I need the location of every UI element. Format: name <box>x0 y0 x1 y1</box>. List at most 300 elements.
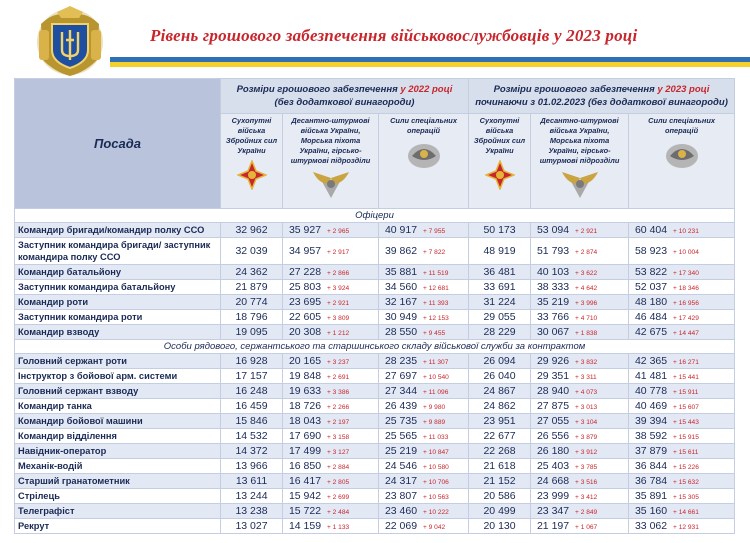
position-name: Механік-водій <box>15 459 221 474</box>
airassault-2022 <box>283 504 379 519</box>
sof-2022 <box>379 399 469 414</box>
special-operations-emblem-icon <box>406 140 442 170</box>
ground-2023-value: 36 481 <box>469 265 531 280</box>
airassault-2023 <box>531 474 629 489</box>
sof-2022 <box>379 429 469 444</box>
sof-2023-value: 39 394 <box>634 415 668 427</box>
sof-2023 <box>629 429 735 444</box>
sof-2022-delta: + 9 889 <box>423 419 446 426</box>
sof-2023 <box>629 369 735 384</box>
table-row <box>15 489 735 504</box>
sof-2022 <box>379 384 469 399</box>
airassault-2023-delta: + 3 516 <box>575 479 598 486</box>
airassault-2022 <box>283 295 379 310</box>
airassault-2023-delta: + 2 874 <box>575 249 598 256</box>
ground-2023-value: 29 055 <box>469 310 531 325</box>
airassault-2023-value: 28 940 <box>536 385 570 397</box>
ground-2023-value: 48 919 <box>469 238 531 265</box>
position-name: Командир роти <box>15 295 221 310</box>
column-header-position: Посада <box>15 79 221 209</box>
sof-2022 <box>379 459 469 474</box>
group-2022-year: у 2022 році <box>400 84 453 95</box>
sof-2022 <box>379 489 469 504</box>
table-row <box>15 504 735 519</box>
table-row <box>15 384 735 399</box>
ground-2023-value: 24 867 <box>469 384 531 399</box>
sof-2022-value: 25 565 <box>384 430 418 442</box>
group-header-2022 <box>221 79 469 114</box>
airassault-2023 <box>531 325 629 340</box>
ground-2022-value: 13 966 <box>221 459 283 474</box>
sof-2023-value: 42 675 <box>634 326 668 338</box>
sof-2023-delta: + 15 305 <box>673 494 699 501</box>
ground-forces-cross-icon <box>485 160 515 190</box>
airassault-2023 <box>531 429 629 444</box>
ground-2022-value: 13 611 <box>221 474 283 489</box>
airassault-2023-value: 51 793 <box>536 245 570 257</box>
sof-2023-value: 60 404 <box>634 224 668 236</box>
table-row <box>15 459 735 474</box>
sof-2022-value: 34 560 <box>384 281 418 293</box>
airassault-2022-delta: + 2 805 <box>327 479 350 486</box>
sof-2023 <box>629 504 735 519</box>
airassault-2022 <box>283 444 379 459</box>
sof-2022-value: 40 917 <box>384 224 418 236</box>
sof-2023 <box>629 325 735 340</box>
airassault-2023-delta: + 3 912 <box>575 449 598 456</box>
sof-2023-delta: + 17 429 <box>673 315 699 322</box>
ground-2022-value: 19 095 <box>221 325 283 340</box>
airassault-2022-delta: + 3 809 <box>327 315 350 322</box>
airassault-2022 <box>283 519 379 534</box>
airassault-2022-value: 19 848 <box>288 370 322 382</box>
sof-2022-value: 35 881 <box>384 266 418 278</box>
sof-2022 <box>379 265 469 280</box>
airassault-2023 <box>531 459 629 474</box>
sof-2022 <box>379 474 469 489</box>
sof-2023-delta: + 15 443 <box>673 419 699 426</box>
position-name: Командир відділення <box>15 429 221 444</box>
airassault-2022-value: 15 942 <box>288 490 322 502</box>
sof-2023 <box>629 399 735 414</box>
sof-2023 <box>629 280 735 295</box>
airassault-2023-value: 38 333 <box>536 281 570 293</box>
airassault-2022 <box>283 429 379 444</box>
subheader-ground-label: Сухопутні війська Збройних сил України <box>473 116 526 155</box>
page-header <box>0 0 750 68</box>
airassault-2022 <box>283 369 379 384</box>
air-assault-wings-icon <box>560 170 600 200</box>
subheader-sof-2023 <box>629 114 735 209</box>
airassault-2023-delta: + 3 311 <box>575 374 597 381</box>
ground-2023-value: 21 152 <box>469 474 531 489</box>
airassault-2023-value: 23 999 <box>536 490 570 502</box>
group-2022-note: (без додаткової винагороди) <box>274 97 415 108</box>
sof-2022-value: 32 167 <box>384 296 418 308</box>
ground-2023-value: 33 691 <box>469 280 531 295</box>
ground-2022-value: 15 846 <box>221 414 283 429</box>
ground-2022-value: 16 459 <box>221 399 283 414</box>
airassault-2023-value: 23 347 <box>536 505 570 517</box>
subheader-ground-label: Сухопутні війська Збройних сил України <box>225 116 278 155</box>
ground-2022-value: 32 962 <box>221 223 283 238</box>
sof-2022 <box>379 295 469 310</box>
ground-2023-value: 23 951 <box>469 414 531 429</box>
airassault-2023 <box>531 265 629 280</box>
table-row <box>15 354 735 369</box>
sof-2022 <box>379 519 469 534</box>
table-row <box>15 325 735 340</box>
airassault-2022 <box>283 265 379 280</box>
airassault-2023-delta: + 1 838 <box>575 330 598 337</box>
sof-2023 <box>629 384 735 399</box>
ukraine-coat-of-arms-icon <box>35 6 105 78</box>
position-name: Заступник командира роти <box>15 310 221 325</box>
page-title: Рівень грошового забезпечення військовослужбовців у 2023 році <box>150 26 638 45</box>
airassault-2023-value: 33 766 <box>536 311 570 323</box>
airassault-2022-value: 27 228 <box>288 266 322 278</box>
section-officers: Офіцери <box>15 209 735 223</box>
airassault-2022 <box>283 325 379 340</box>
sof-2022-delta: + 9 980 <box>423 404 446 411</box>
airassault-2023-delta: + 4 073 <box>575 389 598 396</box>
airassault-2023 <box>531 489 629 504</box>
sof-2023-value: 36 784 <box>634 475 668 487</box>
sof-2022-delta: + 11 033 <box>423 434 449 441</box>
sof-2022-value: 24 317 <box>384 475 418 487</box>
sof-2023-delta: + 14 447 <box>673 330 699 337</box>
airassault-2022-delta: + 1 212 <box>327 330 350 337</box>
airassault-2022-delta: + 2 197 <box>327 419 350 426</box>
airassault-2022 <box>283 459 379 474</box>
table-row <box>15 310 735 325</box>
sof-2022-delta: + 11 519 <box>423 270 449 277</box>
position-name: Інструктор з бойової арм. системи <box>15 369 221 384</box>
airassault-2023 <box>531 519 629 534</box>
position-name: Головний сержант роти <box>15 354 221 369</box>
airassault-2022 <box>283 310 379 325</box>
sof-2023-value: 40 778 <box>634 385 668 397</box>
table-row <box>15 238 735 265</box>
airassault-2022 <box>283 474 379 489</box>
sof-2022-value: 25 735 <box>384 415 418 427</box>
sof-2022-value: 26 439 <box>384 400 418 412</box>
ground-2022-value: 16 928 <box>221 354 283 369</box>
sof-2022 <box>379 354 469 369</box>
sof-2023-delta: + 16 956 <box>673 300 699 307</box>
airassault-2023-delta: + 3 412 <box>575 494 598 501</box>
ground-2022-value: 21 879 <box>221 280 283 295</box>
table-row <box>15 444 735 459</box>
airassault-2022-delta: + 1 133 <box>327 524 350 531</box>
airassault-2023-delta: + 3 996 <box>575 300 598 307</box>
subheader-sof-label: Сили спеціальних операцій <box>648 116 715 135</box>
ground-2023-value: 31 224 <box>469 295 531 310</box>
airassault-2022-value: 17 499 <box>288 445 322 457</box>
special-operations-emblem-icon <box>664 140 700 170</box>
airassault-2022-value: 20 308 <box>288 326 322 338</box>
table-row <box>15 295 735 310</box>
sof-2023-delta: + 15 607 <box>673 404 699 411</box>
sof-2023-delta: + 14 661 <box>673 509 699 516</box>
sof-2022-value: 30 949 <box>384 311 418 323</box>
position-name: Заступник командира бригади/ заступник командира полку ССО <box>15 238 221 265</box>
salary-table-container <box>14 78 734 534</box>
sof-2022 <box>379 444 469 459</box>
sof-2023-delta: + 15 915 <box>673 434 699 441</box>
ground-2023-value: 21 618 <box>469 459 531 474</box>
airassault-2022-delta: + 3 924 <box>327 285 350 292</box>
sof-2023-value: 46 484 <box>634 311 668 323</box>
sof-2022-delta: + 11 307 <box>423 359 449 366</box>
airassault-2023-delta: + 3 013 <box>575 404 598 411</box>
position-name: Командир взводу <box>15 325 221 340</box>
airassault-2023 <box>531 414 629 429</box>
airassault-2023-delta: + 2 921 <box>575 228 598 235</box>
airassault-2022-value: 35 927 <box>288 224 322 236</box>
sof-2023-value: 38 592 <box>634 430 668 442</box>
position-name: Командир танка <box>15 399 221 414</box>
salary-table-body <box>15 209 735 534</box>
airassault-2022 <box>283 399 379 414</box>
position-name: Рекрут <box>15 519 221 534</box>
airassault-2022-delta: + 2 699 <box>327 494 350 501</box>
airassault-2023 <box>531 444 629 459</box>
airassault-2023 <box>531 280 629 295</box>
sof-2023-value: 58 923 <box>634 245 668 257</box>
sof-2022-delta: + 9 455 <box>423 330 446 337</box>
airassault-2022-value: 18 726 <box>288 400 322 412</box>
ground-2023-value: 22 677 <box>469 429 531 444</box>
sof-2023 <box>629 238 735 265</box>
sof-2022-value: 39 862 <box>384 245 418 257</box>
sof-2022-value: 27 344 <box>384 385 418 397</box>
position-name: Головний сержант взводу <box>15 384 221 399</box>
ground-forces-cross-icon <box>237 160 267 190</box>
sof-2023-delta: + 15 911 <box>673 389 699 396</box>
airassault-2022-value: 16 850 <box>288 460 322 472</box>
subheader-airassault-2022 <box>283 114 379 209</box>
subheader-ground-2022 <box>221 114 283 209</box>
sof-2022-value: 24 546 <box>384 460 418 472</box>
position-name: Командир батальйону <box>15 265 221 280</box>
sof-2022 <box>379 504 469 519</box>
ground-2022-value: 17 157 <box>221 369 283 384</box>
position-name: Командир бойової машини <box>15 414 221 429</box>
airassault-2022 <box>283 414 379 429</box>
sof-2023 <box>629 310 735 325</box>
sof-2023 <box>629 444 735 459</box>
table-row <box>15 519 735 534</box>
sof-2023-delta: + 18 346 <box>673 285 699 292</box>
sof-2022-value: 23 460 <box>384 505 418 517</box>
sof-2022-delta: + 11 393 <box>423 300 449 307</box>
sof-2023-value: 36 844 <box>634 460 668 472</box>
airassault-2022-delta: + 2 921 <box>327 300 350 307</box>
airassault-2023-delta: + 3 879 <box>575 434 598 441</box>
airassault-2023-value: 40 103 <box>536 266 570 278</box>
airassault-2023 <box>531 238 629 265</box>
ground-2022-value: 16 248 <box>221 384 283 399</box>
airassault-2022-value: 20 165 <box>288 355 322 367</box>
sof-2022-delta: + 9 042 <box>423 524 446 531</box>
airassault-2023-value: 26 180 <box>536 445 570 457</box>
sof-2023-delta: + 17 340 <box>673 270 699 277</box>
airassault-2022-value: 16 417 <box>288 475 322 487</box>
airassault-2023-value: 30 067 <box>536 326 570 338</box>
airassault-2022-value: 23 695 <box>288 296 322 308</box>
airassault-2022-delta: + 3 158 <box>327 434 350 441</box>
ground-2023-value: 20 586 <box>469 489 531 504</box>
airassault-2023 <box>531 354 629 369</box>
ground-2023-value: 50 173 <box>469 223 531 238</box>
sof-2023-value: 52 037 <box>634 281 668 293</box>
airassault-2022 <box>283 384 379 399</box>
position-name: Телеграфіст <box>15 504 221 519</box>
subheader-ground-2023 <box>469 114 531 209</box>
subheader-airassault-2023 <box>531 114 629 209</box>
airassault-2022-value: 14 159 <box>288 520 322 532</box>
sof-2023 <box>629 223 735 238</box>
sof-2022-delta: + 11 096 <box>423 389 449 396</box>
airassault-2022 <box>283 354 379 369</box>
airassault-2022-value: 17 690 <box>288 430 322 442</box>
airassault-2023 <box>531 310 629 325</box>
sof-2023-value: 40 469 <box>634 400 668 412</box>
sof-2023-delta: + 16 271 <box>673 359 699 366</box>
table-row <box>15 429 735 444</box>
sof-2023-value: 35 160 <box>634 505 668 517</box>
airassault-2022-value: 22 605 <box>288 311 322 323</box>
airassault-2022-delta: + 2 866 <box>327 270 350 277</box>
sof-2022-delta: + 7 955 <box>423 228 446 235</box>
airassault-2023-value: 26 556 <box>536 430 570 442</box>
sof-2023-value: 41 481 <box>634 370 668 382</box>
ground-2022-value: 13 244 <box>221 489 283 504</box>
ground-2023-value: 26 040 <box>469 369 531 384</box>
sof-2023 <box>629 474 735 489</box>
sof-2022-value: 25 219 <box>384 445 418 457</box>
subheader-sof-2022 <box>379 114 469 209</box>
sof-2023 <box>629 295 735 310</box>
sof-2023-value: 37 879 <box>634 445 668 457</box>
sof-2022-delta: + 7 822 <box>423 249 446 256</box>
sof-2022-value: 27 697 <box>384 370 418 382</box>
airassault-2022-delta: + 2 965 <box>327 228 350 235</box>
airassault-2022 <box>283 223 379 238</box>
airassault-2023-delta: + 4 642 <box>575 285 598 292</box>
airassault-2023 <box>531 223 629 238</box>
sof-2023-value: 42 365 <box>634 355 668 367</box>
sof-2022-delta: + 10 847 <box>423 449 449 456</box>
sof-2023-value: 48 180 <box>634 296 668 308</box>
airassault-2022-delta: + 2 266 <box>327 404 350 411</box>
table-row <box>15 414 735 429</box>
airassault-2022 <box>283 489 379 504</box>
sof-2023-delta: + 10 004 <box>673 249 699 256</box>
sof-2023 <box>629 489 735 504</box>
sof-2022 <box>379 280 469 295</box>
sof-2022-delta: + 12 681 <box>423 285 449 292</box>
subheader-sof-label: Сили спеціальних операцій <box>390 116 457 135</box>
sof-2022-delta: + 10 580 <box>423 464 449 471</box>
sof-2023-delta: + 10 231 <box>673 228 699 235</box>
airassault-2023 <box>531 369 629 384</box>
group-2023-note: починаючи з 01.02.2023 (без додаткової винагороди) <box>475 97 728 108</box>
group-2022-text: Розміри грошового забезпечення <box>236 84 401 95</box>
air-assault-wings-icon <box>311 170 351 200</box>
table-row <box>15 223 735 238</box>
ground-2022-value: 32 039 <box>221 238 283 265</box>
airassault-2023-delta: + 3 785 <box>575 464 598 471</box>
position-name: Навідник-оператор <box>15 444 221 459</box>
airassault-2022-value: 15 722 <box>288 505 322 517</box>
sof-2022-delta: + 10 540 <box>423 374 449 381</box>
sof-2022 <box>379 325 469 340</box>
airassault-2023-value: 21 197 <box>536 520 570 532</box>
table-row <box>15 265 735 280</box>
airassault-2023 <box>531 384 629 399</box>
sof-2023 <box>629 414 735 429</box>
ground-2023-value: 22 268 <box>469 444 531 459</box>
airassault-2022 <box>283 238 379 265</box>
sof-2023 <box>629 459 735 474</box>
sof-2022 <box>379 223 469 238</box>
subheader-airassault-label: Десантно-штурмові війська України, Морська піхота України, гірсько-штурмові підрозділи <box>539 116 620 165</box>
sof-2023-delta: + 12 931 <box>673 524 699 531</box>
group-2023-year: у 2023 році <box>657 84 710 95</box>
position-name: Старший гранатометник <box>15 474 221 489</box>
sof-2023 <box>629 354 735 369</box>
group-header-2023 <box>469 79 735 114</box>
sof-2022-delta: + 12 153 <box>423 315 449 322</box>
airassault-2022 <box>283 280 379 295</box>
ground-2022-value: 20 774 <box>221 295 283 310</box>
salary-table <box>14 78 735 534</box>
airassault-2023-delta: + 3 104 <box>575 419 598 426</box>
table-row <box>15 369 735 384</box>
airassault-2023-value: 29 926 <box>536 355 570 367</box>
ground-2022-value: 14 532 <box>221 429 283 444</box>
airassault-2023-delta: + 2 849 <box>575 509 598 516</box>
sof-2023 <box>629 265 735 280</box>
table-row <box>15 474 735 489</box>
airassault-2023-value: 27 875 <box>536 400 570 412</box>
airassault-2022-delta: + 3 127 <box>327 449 350 456</box>
sof-2022 <box>379 310 469 325</box>
ground-2023-value: 28 229 <box>469 325 531 340</box>
airassault-2022-value: 19 633 <box>288 385 322 397</box>
airassault-2022-delta: + 2 917 <box>327 249 350 256</box>
position-name: Заступник командира батальйону <box>15 280 221 295</box>
airassault-2023-delta: + 3 832 <box>575 359 598 366</box>
position-name: Стрілець <box>15 489 221 504</box>
sof-2023-delta: + 15 226 <box>673 464 699 471</box>
sof-2022-delta: + 10 563 <box>423 494 449 501</box>
subheader-airassault-label: Десантно-штурмові війська України, Морська піхота України, гірсько-штурмові підрозділи <box>290 116 371 165</box>
airassault-2023-value: 24 668 <box>536 475 570 487</box>
sof-2022 <box>379 369 469 384</box>
sof-2022-delta: + 10 222 <box>423 509 449 516</box>
sof-2023-value: 53 822 <box>634 266 668 278</box>
airassault-2022-delta: + 2 484 <box>327 509 350 516</box>
ground-2022-value: 14 372 <box>221 444 283 459</box>
airassault-2022-delta: + 2 691 <box>327 374 350 381</box>
sof-2022-value: 28 550 <box>384 326 418 338</box>
sof-2022 <box>379 238 469 265</box>
airassault-2023 <box>531 504 629 519</box>
airassault-2022-value: 34 957 <box>288 245 322 257</box>
